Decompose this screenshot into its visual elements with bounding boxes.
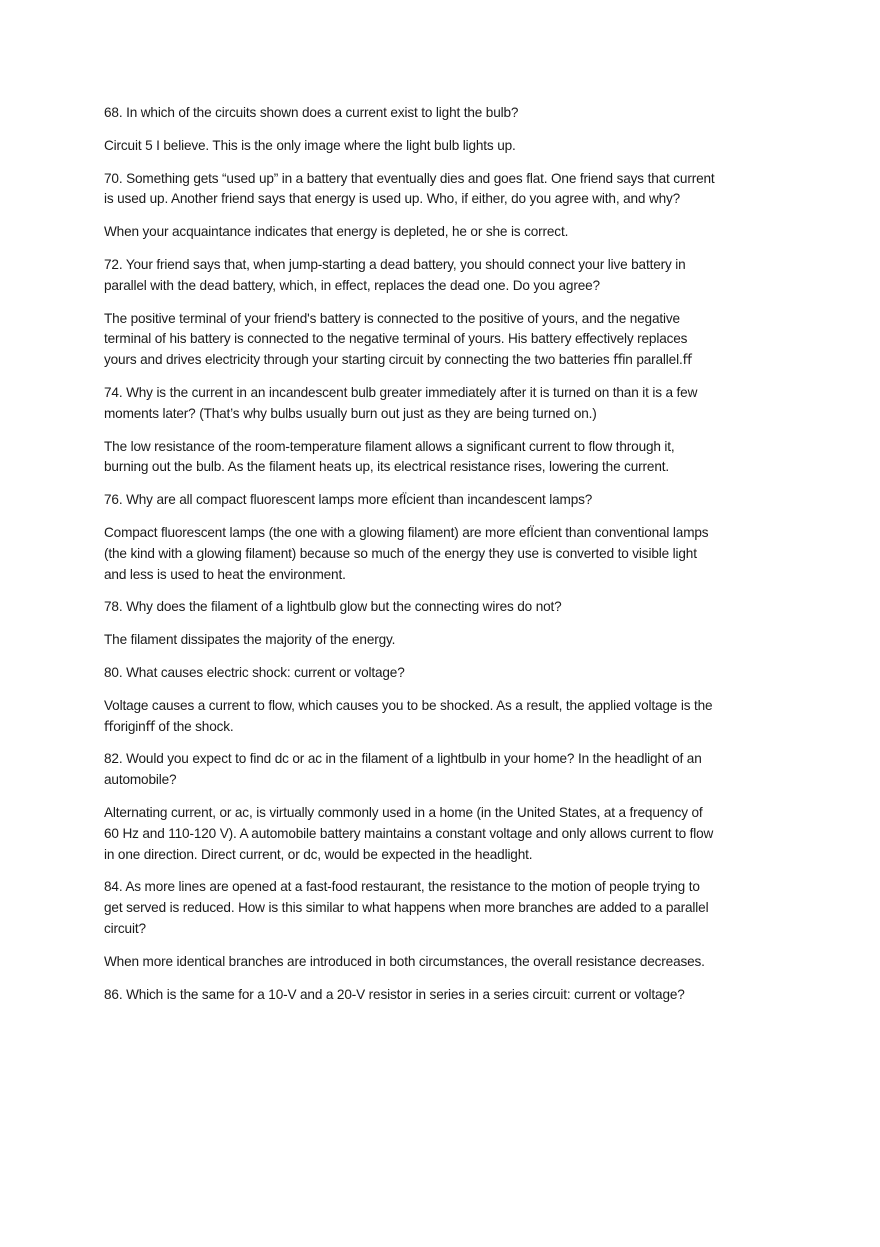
question-text-line: automobile?	[104, 772, 177, 788]
answer-text-line: and less is used to heat the environment.	[104, 566, 346, 582]
answer-text-line: terminal of his battery is connected to the negative terminal of yours. His battery effectively replaces	[104, 331, 688, 347]
answer-text-line: ﬀoriginﬀ of the shock.	[104, 718, 234, 734]
answer-text-line: 60 Hz and 110-120 V). A automobile battery maintains a constant voltage and only allows current to flow	[104, 825, 714, 841]
question-text-line: 76. Why are all compact fluorescent lamps more efÏcient than incandescent lamps?	[104, 492, 593, 508]
answer-text-line: burning out the bulb. As the filament heats up, its electrical resistance rises, lowering the current.	[104, 459, 670, 475]
question-paragraph	[104, 103, 794, 124]
question-text-line: is used up. Another friend says that energy is used up. Who, if either, do you agree with, and why?	[104, 191, 681, 207]
question-text-line: moments later? (That’s why bulbs usually burn out just as they are being turned on.)	[104, 405, 597, 421]
answer-text-line: in one direction. Direct current, or dc, would be expected in the headlight.	[104, 846, 533, 862]
document-page	[104, 103, 794, 1017]
answer-paragraph	[104, 309, 794, 371]
answer-paragraph	[104, 222, 794, 243]
answer-text-line: The low resistance of the room-temperature filament allows a significant current to flow through it,	[104, 438, 675, 454]
answer-paragraph	[104, 136, 794, 157]
question-paragraph	[104, 490, 794, 511]
question-text-line: 74. Why is the current in an incandescent bulb greater immediately after it is turned on than it is a few	[104, 384, 698, 400]
question-text-line: 82. Would you expect to find dc or ac in the filament of a lightbulb in your home? In the headlight of an	[104, 751, 702, 767]
question-paragraph	[104, 985, 794, 1006]
answer-text-line: (the kind with a glowing filament) because so much of the energy they use is converted to visible light	[104, 545, 697, 561]
answer-paragraph	[104, 952, 794, 973]
answer-paragraph	[104, 803, 794, 865]
answer-paragraph	[104, 630, 794, 651]
question-paragraph	[104, 749, 794, 791]
question-paragraph	[104, 255, 794, 297]
question-text-line: get served is reduced. How is this similar to what happens when more branches are added to a parallel	[104, 900, 709, 916]
answer-text-line: Circuit 5 I believe. This is the only image where the light bulb lights up.	[104, 137, 516, 153]
question-text-line: 86. Which is the same for a 10-V and a 20-V resistor in series in a series circuit: current or voltage?	[104, 986, 685, 1002]
question-paragraph	[104, 663, 794, 684]
answer-paragraph	[104, 437, 794, 479]
question-paragraph	[104, 169, 794, 211]
answer-text-line: Voltage causes a current to flow, which causes you to be shocked. As a result, the applied voltage is the	[104, 697, 713, 713]
answer-text-line: When your acquaintance indicates that energy is depleted, he or she is correct.	[104, 224, 569, 240]
answer-text-line: Compact fluorescent lamps (the one with a glowing filament) are more efÏcient than conventional lamps	[104, 524, 709, 540]
question-text-line: 70. Something gets “used up” in a battery that eventually dies and goes flat. One friend says that current	[104, 170, 715, 186]
question-text-line: 78. Why does the filament of a lightbulb glow but the connecting wires do not?	[104, 599, 562, 615]
question-paragraph	[104, 383, 794, 425]
answer-text-line: yours and drives electricity through your starting circuit by connecting the two batteries ﬀin parallel.ﬀ	[104, 352, 692, 368]
question-text-line: 72. Your friend says that, when jump-starting a dead battery, you should connect your live battery in	[104, 256, 686, 272]
question-text-line: 80. What causes electric shock: current or voltage?	[104, 664, 405, 680]
question-text-line: 84. As more lines are opened at a fast-food restaurant, the resistance to the motion of people trying to	[104, 879, 700, 895]
answer-text-line: The positive terminal of your friend's battery is connected to the positive of yours, and the negative	[104, 310, 680, 326]
answer-text-line: Alternating current, or ac, is virtually commonly used in a home (in the United States, at a frequency of	[104, 804, 703, 820]
question-text-line: parallel with the dead battery, which, in effect, replaces the dead one. Do you agree?	[104, 277, 600, 293]
question-text-line: circuit?	[104, 920, 146, 936]
answer-text-line: The filament dissipates the majority of the energy.	[104, 632, 396, 648]
question-paragraph	[104, 877, 794, 939]
answer-paragraph	[104, 523, 794, 585]
answer-paragraph	[104, 696, 794, 738]
question-text-line: 68. In which of the circuits shown does a current exist to light the bulb?	[104, 105, 519, 120]
question-paragraph	[104, 597, 794, 618]
answer-text-line: When more identical branches are introduced in both circumstances, the overall resistance decreases.	[104, 953, 705, 969]
